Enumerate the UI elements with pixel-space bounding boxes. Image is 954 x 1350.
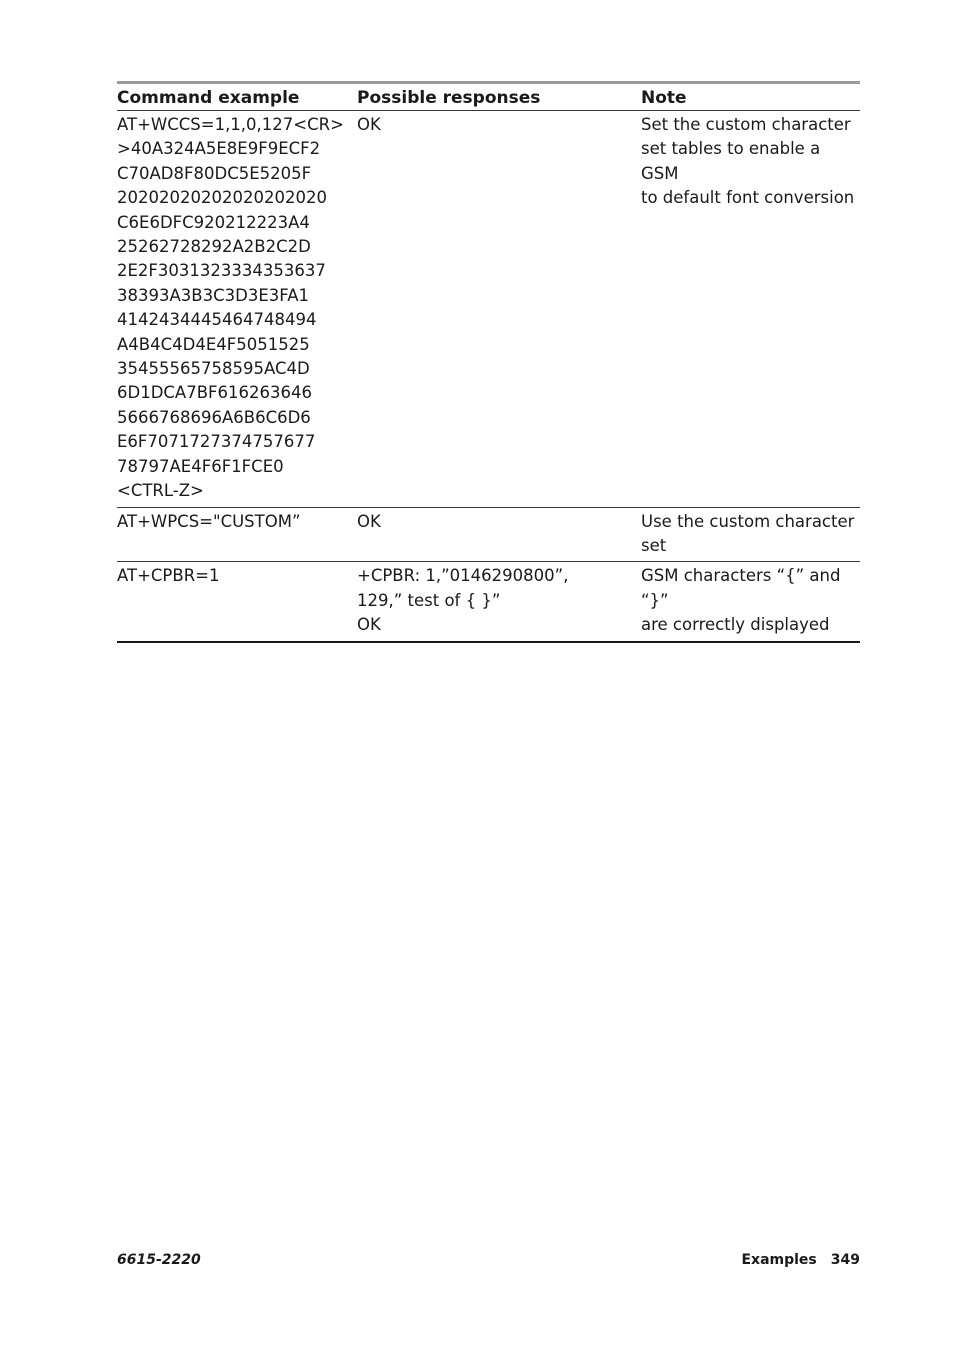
header-command-example: Command example (117, 88, 300, 108)
table-row (117, 508, 860, 563)
header-possible-responses: Possible responses (357, 88, 541, 108)
command-cell: AT+CPBR=1 (117, 566, 220, 586)
response-cell: OK (357, 511, 381, 531)
footer-page-number: 349 (830, 1252, 860, 1268)
table-header-row (117, 84, 860, 111)
footer-doc-number: 6615-2220 (117, 1252, 201, 1268)
table-row (117, 111, 860, 508)
note-cell: Set the custom character set tables to enable a GSM to default font conversion (641, 115, 855, 208)
note-cell: Use the custom character set (641, 511, 855, 555)
response-cell: OK (357, 115, 381, 134)
command-cell: AT+WPCS="CUSTOM” (117, 511, 301, 531)
footer-page-info (741, 1250, 860, 1270)
header-note: Note (641, 88, 687, 108)
command-cell: AT+WCCS=1,1,0,127<CR> >40A324A5E8E9F9ECF2 C70AD8F80DC5E5205F 20202020202020202020 C6E6DFC920212223A4 25262728292A2B2C2D 2E2F3031323334353637 38393A3B3C3D3E3FA1 4142434445464748494 A4B4C4D4E4F5051525 35455565758595AC4D 6D1DCA7BF616263646 5666768696A6B6C6D6 E6F7071727374757677 78797AE4F6F1FCE0 <CTRL-Z> (117, 115, 344, 501)
note-cell: GSM characters “{” and “}” are correctly displayed (641, 566, 841, 635)
command-table (117, 81, 860, 643)
response-cell: +CPBR: 1,”0146290800”, 129,” test of { }” OK (357, 566, 569, 635)
table-row (117, 562, 860, 642)
footer-section: Examples (741, 1252, 817, 1268)
